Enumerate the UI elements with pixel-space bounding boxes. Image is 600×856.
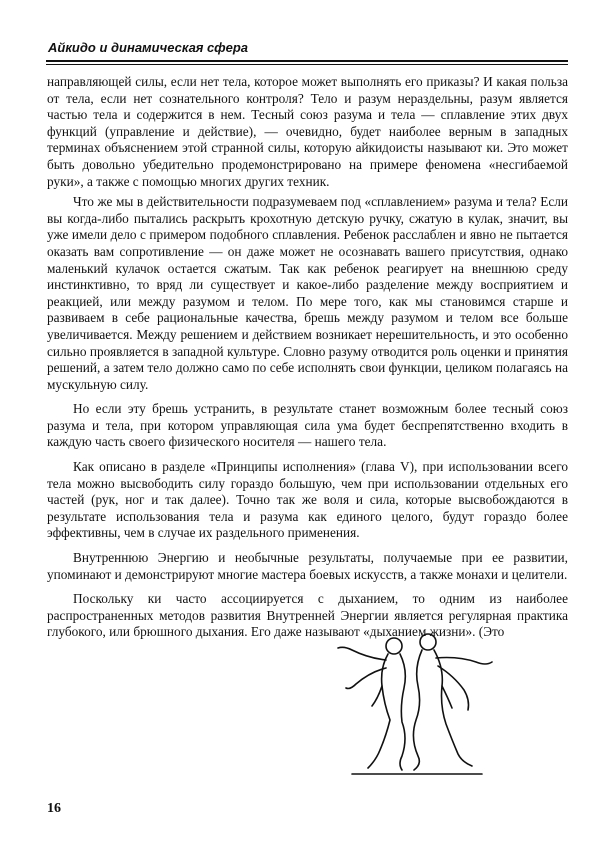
paragraph-2: Что же мы в действительности подразумеваем под «сплавлением» разума и тела? Если вы когда-либо пытались раскрыть крохотную детскую ручку, сжатую в кулак, значит, вы уже имели дело с примером подобного сплавления. Ребенок расслаблен и явно не пытается оказать вам сопротивление — он даже может не осознавать вашего присутствия, однако маленький кулачок остается сжатым. Так как ребенок реагирует на внешнюю среду инстинктивно, то вряд ли существует и какое-либо разделение между восприятием и реакцией, или между разумом и телом. По мере того, как мы становимся старше и развиваем в себе рациональные качества, брешь между разумом и телом все больше увеличивается. Между решением и действием возникает нерешительность, и это особенно сильно проявляется в западной культуре. Словно разуму отводится роль оценки и принятия решений, а затем тело должно само по себе исполнять свои функции, целиком полагаясь на мускульную силу. <box>47 194 568 392</box>
paragraph-5: Внутреннюю Энергию и необычные результаты, получаемые при ее развитии, упоминают и демонстрируют многие мастера боевых искусств, а также монахи и целители. <box>47 550 568 582</box>
page-number: 16 <box>47 801 61 816</box>
two-figures-illustration <box>332 628 500 778</box>
body-text <box>47 74 568 645</box>
running-header: Айкидо и динамическая сфера <box>48 40 249 55</box>
header-rule-thick <box>46 60 568 62</box>
paragraph-6: Поскольку ки часто ассоциируется с дыханием, то одним из наиболее распространенных методов развития Внутренней Энергии является регулярная практика глубокого, или брюшного дыхания. Его даже называют «дыханием жизни». (Это <box>47 591 568 640</box>
header-rule-thin <box>46 64 568 65</box>
paragraph-3: Но если эту брешь устранить, в результате станет возможным более тесный союз разума и тела, при котором управляющая сила ума будет беспрепятственно входить в каждую часть своего физического носителя — нашего тела. <box>47 401 568 450</box>
paragraph-4: Как описано в разделе «Принципы исполнения» (глава V), при использовании всего тела можно высвободить силу гораздо большую, чем при использовании отдельных его частей (рук, ног и так далее). Точно так же воля и сила, которые высвобождаются в результате использования тела и разума как единого целого, будут гораздо более эффективны, чем в случае их раздельного применения. <box>47 459 568 541</box>
paragraph-1: направляющей силы, если нет тела, которое может выполнять его приказы? И какая польза от тела, если нет сознательного контроля? Тело и разум нераздельны, разум является частью тела и содержится в нем. Тесный союз разума и тела — сплавление этих двух функций (управление и действие), — очевидно, будет наиболее верным в западных терминах объяснением этой странной силы, которую айкидоисты называют ки. Это может быть довольно убедительно продемонстрировано на примере феномена «несгибаемой руки», а также с помощью многих других техник. <box>47 74 568 189</box>
